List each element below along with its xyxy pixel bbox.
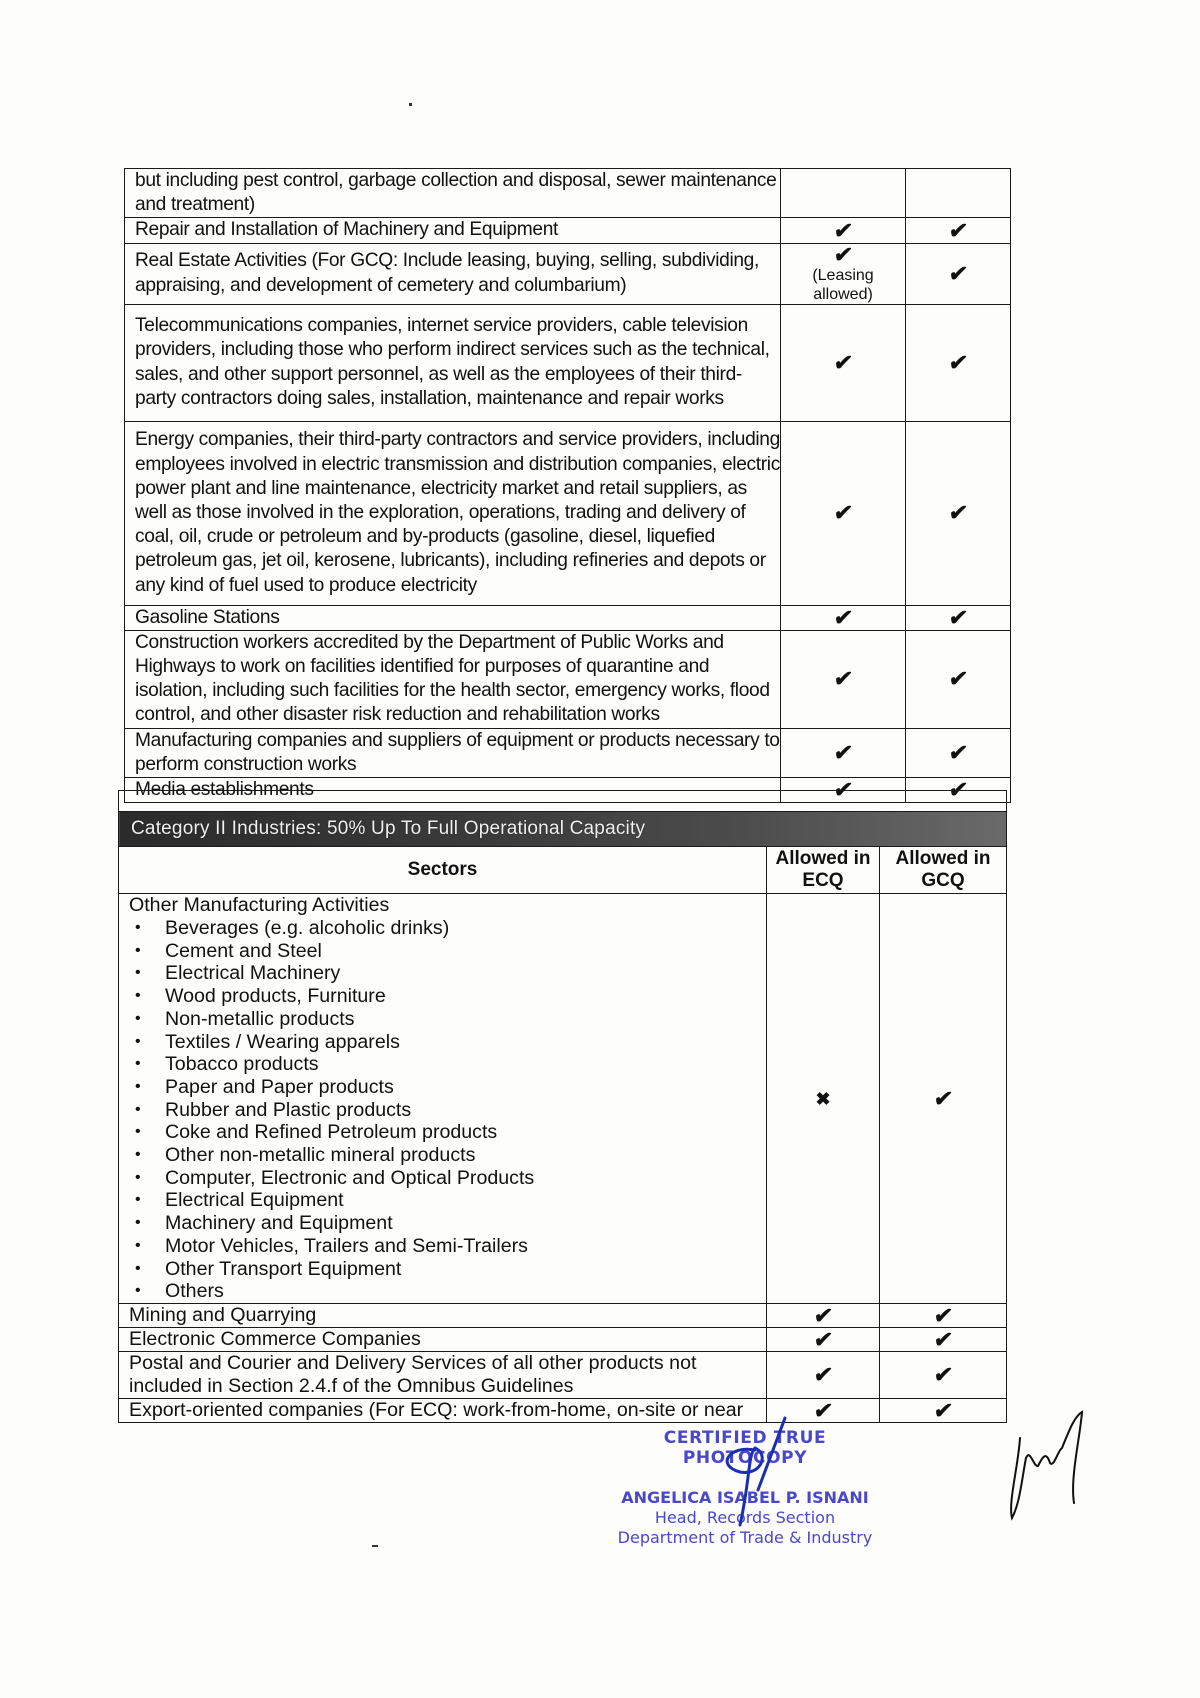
table-row [119,1304,1007,1328]
table-row [125,605,1011,630]
list-item: • Non-metallic products [165,1008,766,1031]
ecq-cell [767,1328,880,1352]
sector-cell: Media establishments [125,778,781,803]
table-row [119,1352,1007,1399]
check-icon: ✔ [932,1326,955,1352]
gcq-cell [880,894,1007,1304]
check-icon: ✔ [947,739,970,765]
header-ecq: Allowed in ECQ [767,847,880,894]
gcq-cell [906,605,1011,630]
list-item: • Electrical Equipment [165,1189,766,1212]
sector-cell: Construction workers accredited by the Department of Public Works and Highways to work on facilities identified for purposes of quarantine and isolation, including such facilities for the health sector, emergency works, flood control, and other disaster risk reduction and rehabilitation works [125,630,781,728]
list-item: • Other non-metallic mineral products [165,1144,766,1167]
category2-table [118,790,1007,1423]
check-icon: ✔ [947,260,970,286]
check-icon: ✔ [832,241,855,267]
stamp-name: ANGELICA ISABEL P. ISNANI [621,1488,869,1507]
check-icon: ✔ [947,777,970,803]
stamp-role: Head, Records Section [654,1508,836,1527]
table-row [125,421,1011,605]
gcq-cell [906,243,1011,304]
list-item: • Wood products, Furniture [165,985,766,1008]
gcq-cell [906,304,1011,421]
list-item: • Other Transport Equipment [165,1258,766,1281]
ecq-cell [767,1304,880,1328]
check-icon: ✔ [832,349,855,375]
table-row [125,218,1011,243]
category1-table [124,168,1011,803]
table-row [125,728,1011,777]
sector-cell: Energy companies, their third-party contractors and service providers, including employees involved in electric transmission and distribution companies, electric power plant and line maintenance, electricity market and retail suppliers, as well as those involved in the exploration, operations, trading and delivery of coal, oil, crude or petroleum and by-products (gasoline, diesel, liquefied petroleum gas, jet oil, kerosene, lubricants), including refineries and depots or any kind of fuel used to produce electricity [125,421,781,605]
check-icon: ✔ [947,604,970,630]
check-icon: ✔ [932,1362,955,1387]
list-item: • Tobacco products [165,1053,766,1076]
table-row [125,304,1011,421]
check-icon: ✔ [812,1397,835,1423]
sector-cell: Gasoline Stations [125,605,781,630]
check-icon: ✔ [832,739,855,765]
check-icon: ✔ [932,1397,955,1423]
sector-cell: Real Estate Activities (For GCQ: Include leasing, buying, selling, subdividing, appraising, and development of cemetery and columbarium) [125,243,781,304]
ecq-cell [781,630,906,728]
list-item: • Machinery and Equipment [165,1212,766,1235]
sector-cell: Repair and Installation of Machinery and Equipment [125,218,781,243]
list-item: • Computer, Electronic and Optical Products [165,1167,766,1190]
sector-cell: but including pest control, garbage collection and disposal, sewer maintenance and treatment) [125,169,781,218]
table-row [125,169,1011,218]
sector-cell: Export-oriented companies (For ECQ: work-from-home, on-site or near [119,1399,767,1423]
gcq-cell [906,630,1011,728]
ecq-cell [781,605,906,630]
gcq-cell [906,728,1011,777]
gcq-cell [880,1328,1007,1352]
list-item: • Others [165,1280,766,1303]
header-gcq: Allowed in GCQ [880,847,1007,894]
list-item: • Beverages (e.g. alcoholic drinks) [165,917,766,940]
list-item: • Motor Vehicles, Trailers and Semi-Trailers [165,1235,766,1258]
ecq-cell [781,304,906,421]
list-item: • Electrical Machinery [165,962,766,985]
sector-cell [119,894,767,1304]
check-icon: ✔ [947,666,970,692]
stamp-title: CERTIFIED TRUE PHOTOCOPY [663,1428,827,1468]
signature-mark-icon [700,1410,820,1540]
sector-cell: Postal and Courier and Delivery Services of all other products not included in Section 2.4.f of the Omnibus Guidelines [119,1352,767,1399]
check-icon: ✔ [947,217,970,243]
gcq-cell [906,218,1011,243]
check-icon: ✔ [812,1326,835,1352]
manufacturing-list [119,917,766,1303]
spacer-cell [119,791,1007,812]
table-row [119,894,1007,1304]
header-row [119,847,1007,894]
spacer-row [119,791,1007,812]
table-row [119,1399,1007,1423]
check-icon: ✔ [832,604,855,630]
ecq-cell [781,421,906,605]
sector-cell: Telecommunications companies, internet service providers, cable television providers, including those who perform indirect services such as the technical, sales, and other support personnel, as well as the employees of their third-party contractors doing sales, installation, maintenance and repair works [125,304,781,421]
gcq-cell [906,169,1011,218]
header-sectors: Sectors [119,847,767,894]
category-title: Category II Industries: 50% Up To Full Operational Capacity [119,812,1007,847]
scan-speck [372,1545,378,1547]
check-icon: ✔ [832,666,855,692]
stamp-department: Department of Trade & Industry [617,1528,873,1547]
gcq-cell [906,421,1011,605]
category-band [119,812,1007,847]
check-icon: ✔ [832,777,855,803]
table-row [125,243,1011,304]
table-row [119,1328,1007,1352]
list-item: • Paper and Paper products [165,1076,766,1099]
sector-cell: Electronic Commerce Companies [119,1328,767,1352]
check-icon: ✔ [932,1085,955,1111]
x-mark-icon: ✖ [815,1089,831,1109]
table-row [125,630,1011,728]
gcq-cell [880,1352,1007,1399]
group-title: Other Manufacturing Activities [129,894,390,916]
initials-signature-icon [1000,1408,1090,1528]
check-icon: ✔ [947,349,970,375]
ecq-cell [781,218,906,243]
ecq-note: (Leasing allowed) [812,266,874,303]
list-item: • Cement and Steel [165,940,766,963]
list-item: • Coke and Refined Petroleum products [165,1121,766,1144]
sector-cell: Mining and Quarrying [119,1304,767,1328]
scan-speck [409,103,412,106]
check-icon: ✔ [932,1302,955,1328]
sector-cell: Manufacturing companies and suppliers of equipment or products necessary to perform construction works [125,728,781,777]
gcq-cell [880,1399,1007,1423]
check-icon: ✔ [832,500,855,526]
ecq-cell [781,169,906,218]
list-item: • Textiles / Wearing apparels [165,1031,766,1054]
ecq-cell [767,894,880,1304]
ecq-cell [781,243,906,304]
gcq-cell [880,1304,1007,1328]
check-icon: ✔ [812,1362,835,1387]
check-icon: ✔ [832,217,855,243]
check-icon: ✔ [812,1302,835,1328]
ecq-cell [781,728,906,777]
check-icon: ✔ [947,500,970,526]
ecq-cell [767,1352,880,1399]
list-item: • Rubber and Plastic products [165,1099,766,1122]
